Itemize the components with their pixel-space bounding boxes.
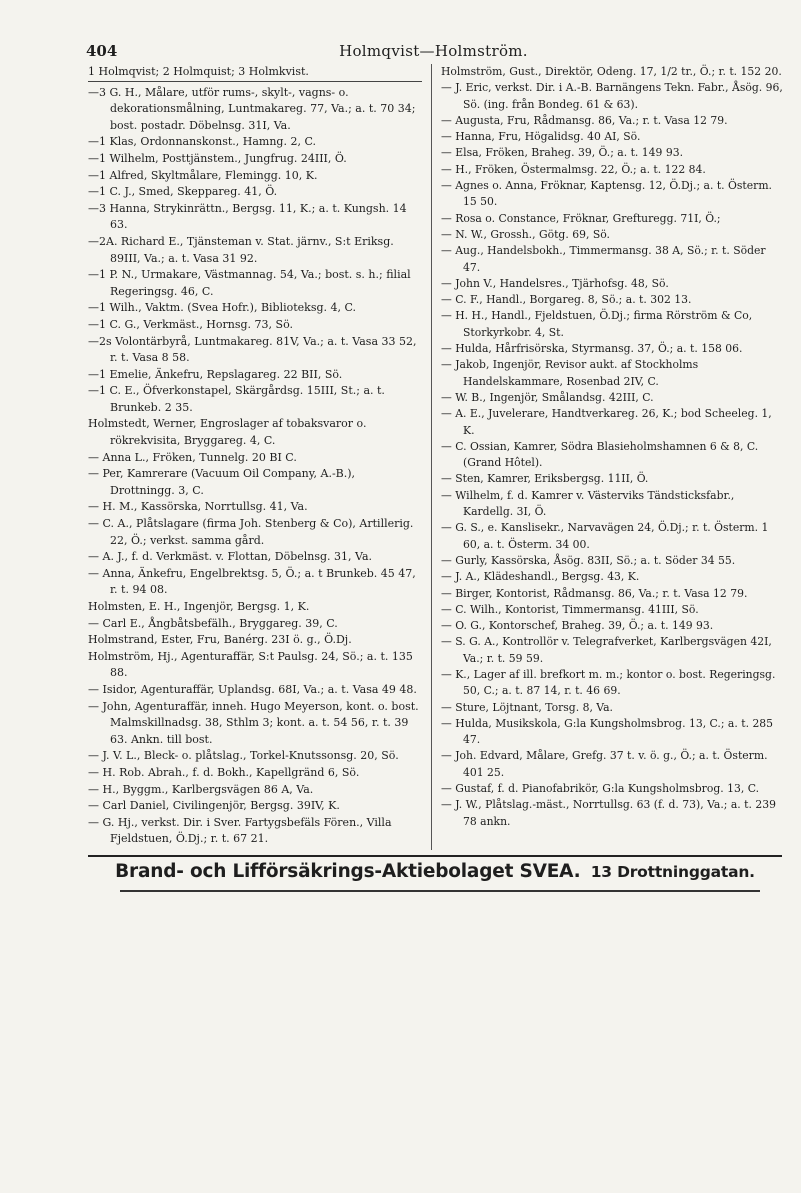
- directory-entry: — O. G., Kontorschef, Braheg. 39, Ö.; a. t. 149 93.: [441, 619, 714, 633]
- directory-entry: — Gustaf, f. d. Pianofabrikör, G:la Kungsholmsbrog. 13, C.: [441, 782, 760, 796]
- directory-entry: Holmstrand, Ester, Fru, Banérg. 23I ö. g., Ö.Dj.: [88, 633, 352, 647]
- advertisement-underline: [120, 890, 760, 892]
- advertisement-rule: [88, 855, 782, 857]
- left-column-heading: 1 Holmqvist; 2 Holmquist; 3 Holmkvist.: [88, 64, 422, 82]
- directory-entry: — Agnes o. Anna, Fröknar, Kaptensg. 12, Ö.Dj.; a. t. Österm. 15 50.: [441, 179, 772, 209]
- directory-entry: — Rosa o. Constance, Fröknar, Grefturegg. 71I, Ö.;: [441, 211, 721, 225]
- directory-entry: — A. J., f. d. Verkmäst. v. Flottan, Döbelnsg. 31, Va.: [88, 550, 373, 564]
- running-title: Holmqvist—Holmström.: [339, 42, 528, 60]
- directory-entry: —2A. Richard E., Tjänsteman v. Stat. järnv., S:t Eriksg. 89III, Va.; a. t. Vasa 31 92.: [88, 234, 394, 265]
- directory-entry: — Elsa, Fröken, Braheg. 39, Ö.; a. t. 149 93.: [441, 146, 683, 160]
- directory-entry: — Joh. Edvard, Målare, Grefg. 37 t. v. ö. g., Ö.; a. t. Österm. 401 25.: [441, 749, 768, 779]
- directory-entry: — C. Wilh., Kontorist, Timmermansg. 41III, Sö.: [441, 602, 699, 616]
- directory-entry: — Per, Kamrerare (Vacuum Oil Company, A.-B.), Drottningg. 3, C.: [88, 467, 356, 497]
- directory-entry: — Carl E., Ångbåtsbefälh., Bryggareg. 39, C.: [88, 616, 338, 630]
- directory-entry: —1 Klas, Ordonnanskonst., Hamng. 2, C.: [88, 135, 316, 149]
- directory-entry: — Isidor, Agenturaffär, Uplandsg. 68I, Va.; a. t. Vasa 49 48.: [88, 682, 417, 696]
- directory-entry: Holmström, Hj., Agenturaffär, S:t Paulsg. 24, Sö.; a. t. 135 88.: [88, 649, 413, 680]
- directory-entry: — Carl Daniel, Civilingenjör, Bergsg. 39IV, K.: [88, 799, 340, 813]
- directory-entry: — H. Rob. Abrah., f. d. Bokh., Kapellgränd 6, Sö.: [88, 765, 360, 779]
- directory-entry: — John V., Handelsres., Tjärhofsg. 48, Sö.: [441, 276, 669, 290]
- directory-entry: — Hanna, Fru, Högalidsg. 40 AI, Sö.: [441, 130, 641, 144]
- directory-entry: — J. Eric, verkst. Dir. i A.-B. Barnängens Tekn. Fabr., Åsög. 96, Sö. (ing. från Bondeg. 61 & 63).: [441, 81, 783, 111]
- directory-entry: — Anna, Änkefru, Engelbrektsg. 5, Ö.; a. t Brunkeb. 45 47, r. t. 94 08.: [88, 566, 416, 597]
- page-header: [86, 42, 781, 62]
- directory-entry: —1 Alfred, Skyltmålare, Flemingg. 10, K.: [88, 168, 318, 182]
- directory-entry: — Gurly, Kassörska, Åsög. 83II, Sö.; a. t. Söder 34 55.: [441, 553, 736, 567]
- right-column: [441, 64, 786, 830]
- directory-entry: — C. Ossian, Kamrer, Södra Blasieholmshamnen 6 & 8, C. (Grand Hôtel).: [441, 439, 759, 470]
- directory-entry: Holmsten, E. H., Ingenjör, Bergsg. 1, K.: [88, 600, 310, 613]
- directory-entry: — G. Hj., verkst. Dir. i Sver. Fartygsbefäls Fören., Villa Fjeldstuen, Ö.Dj.; r. t. 67 21.: [88, 815, 392, 846]
- directory-entry: — H., Fröken, Östermalmsg. 22, Ö.; a. t. 122 84.: [441, 162, 706, 176]
- directory-entry: Holmstedt, Werner, Engroslager af tobaksvaror o. rökrekvisita, Bryggareg. 4, C.: [88, 417, 367, 448]
- left-entry-list: [88, 85, 422, 848]
- directory-entry: — H., Byggm., Karlbergsvägen 86 A, Va.: [88, 782, 314, 796]
- directory-entry: — Sten, Kamrer, Eriksbergsg. 11II, Ö.: [441, 472, 649, 486]
- directory-entry: —1 C. G., Verkmäst., Hornsg. 73, Sö.: [88, 317, 293, 331]
- directory-entry: — Hulda, Hårfrisörska, Styrmansg. 37, Ö.; a. t. 158 06.: [441, 342, 743, 356]
- directory-entry: — Augusta, Fru, Rådmansg. 86, Va.; r. t. Vasa 12 79.: [441, 113, 728, 127]
- directory-entry: — Sture, Löjtnant, Torsg. 8, Va.: [441, 700, 613, 714]
- directory-entry: —2s Volontärbyrå, Luntmakareg. 81V, Va.; a. t. Vasa 33 52, r. t. Vasa 8 58.: [88, 334, 417, 365]
- directory-entry: — W. B., Ingenjör, Smålandsg. 42III, C.: [441, 390, 654, 404]
- directory-entry: —3 G. H., Målare, utför rums-, skylt-, vagns- o. dekorationsmålning, Luntmakareg. 77, Va.; a. t. 70 34; bost. postadr. Döbelnsg. 31I, Va.: [88, 85, 416, 132]
- left-column: [88, 64, 422, 848]
- directory-entry: — Jakob, Ingenjör, Revisor aukt. af Stockholms Handelskammare, Rosenbad 2IV, C.: [441, 358, 699, 388]
- directory-entry: —1 Wilh., Vaktm. (Svea Hofr.), Biblioteksg. 4, C.: [88, 301, 357, 315]
- directory-entry: —1 C. E., Öfverkonstapel, Skärgårdsg. 15III, St.; a. t. Brunkeb. 2 35.: [88, 384, 385, 414]
- directory-entry: — J. W., Plåtslag.-mäst., Norrtullsg. 63 (f. d. 73), Va.; a. t. 239 78 ankn.: [441, 798, 776, 828]
- directory-entry: — Hulda, Musikskola, G:la Kungsholmsbrog. 13, C.; a. t. 285 47.: [441, 716, 774, 747]
- directory-entry: — John, Agenturaffär, inneh. Hugo Meyerson, kont. o. bost. Malmskillnadsg. 38, Sthlm 3; kont. a. t. 54 56, r. t. 39 63. Ankn. till bost.: [88, 699, 419, 746]
- directory-entry: — J. A., Klädeshandl., Bergsg. 43, K.: [441, 570, 640, 584]
- directory-entry: — A. E., Juvelerare, Handtverkareg. 26, K.; bod Scheeleg. 1, K.: [441, 407, 772, 437]
- directory-entry: —1 Wilhelm, Posttjänstem., Jungfrug. 24III, Ö.: [88, 151, 347, 165]
- directory-entry: — C. F., Handl., Borgareg. 8, Sö.; a. t. 302 13.: [441, 293, 692, 307]
- directory-entry: — G. S., e. Kanslisekr., Narvavägen 24, Ö.Dj.; r. t. Österm. 1 60, a. t. Österm. 34 00.: [441, 521, 769, 551]
- directory-entry: — H. M., Kassörska, Norrtullsg. 41, Va.: [88, 500, 308, 514]
- directory-entry: —3 Hanna, Strykinrättn., Bergsg. 11, K.; a. t. Kungsh. 14 63.: [88, 201, 407, 232]
- directory-entry: — K., Lager af ill. brefkort m. m.; kontor o. bost. Regeringsg. 50, C.; a. t. 87 14, r. t. 46 69.: [441, 667, 776, 698]
- advertisement-address: 13 Drottninggatan.: [590, 863, 755, 881]
- directory-entry: — N. W., Grossh., Götg. 69, Sö.: [441, 227, 610, 241]
- column-divider: [431, 64, 432, 850]
- directory-entry: — Birger, Kontorist, Rådmansg. 86, Va.; r. t. Vasa 12 79.: [441, 586, 748, 600]
- advertisement-text: Brand- och Lifförsäkrings-Aktiebolaget SVEA.: [115, 861, 581, 882]
- directory-entry: Holmström, Gust., Direktör, Odeng. 17, 1/2 tr., Ö.; r. t. 152 20.: [441, 65, 782, 78]
- directory-entry: — J. V. L., Bleck- o. plåtslag., Torkel-Knutssonsg. 20, Sö.: [88, 749, 399, 763]
- directory-entry: — Wilhelm, f. d. Kamrer v. Västerviks Tändsticksfabr., Kardellg. 3I, Ö.: [441, 488, 735, 519]
- right-entry-list: [441, 64, 786, 830]
- page-number: 404: [86, 42, 118, 60]
- directory-entry: — Anna L., Fröken, Tunnelg. 20 BI C.: [88, 450, 297, 464]
- directory-entry: — C. A., Plåtslagare (firma Joh. Stenberg & Co), Artillerig. 22, Ö.; verkst. samma gård.: [88, 517, 414, 547]
- directory-entry: — Aug., Handelsbokh., Timmermansg. 38 A, Sö.; r. t. Söder 47.: [441, 244, 766, 274]
- advertisement-banner: [88, 861, 782, 882]
- directory-entry: —1 Emelie, Änkefru, Repslagareg. 22 BII, Sö.: [88, 367, 343, 381]
- directory-entry: —1 P. N., Urmakare, Västmannag. 54, Va.; bost. s. h.; filial Regeringsg. 46, C.: [88, 268, 411, 298]
- directory-entry: — S. G. A., Kontrollör v. Telegrafverket, Karlbergsvägen 42I, Va.; r. t. 59 59.: [441, 635, 772, 665]
- directory-entry: — H. H., Handl., Fjeldstuen, Ö.Dj.; firma Rörström & Co, Storkyrkobr. 4, St.: [441, 309, 753, 339]
- directory-entry: —1 C. J., Smed, Skeppareg. 41, Ö.: [88, 185, 278, 199]
